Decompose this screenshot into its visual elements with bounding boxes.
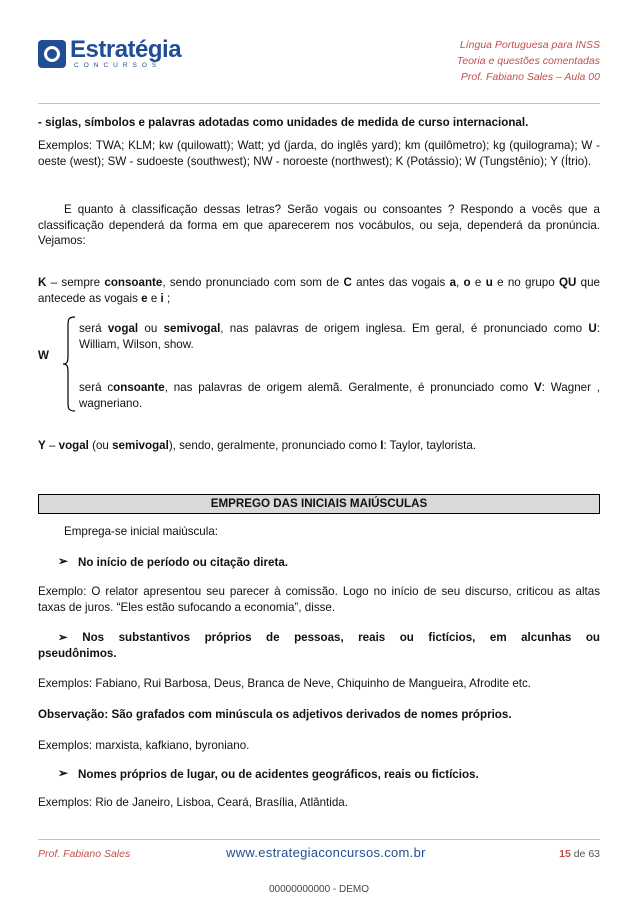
- header-professor: Prof. Fabiano Sales – Aula 00: [460, 71, 600, 83]
- header-divider: [38, 103, 600, 104]
- exemplos-lugares: Exemplos: Rio de Janeiro, Lisboa, Ceará, Brasília, Atlântida.: [38, 796, 348, 809]
- w-text: : William, Wilson, show.: [79, 322, 600, 351]
- brand-logo: [38, 36, 182, 72]
- siglas-line: - siglas, símbolos e palavras adotadas como unidades de medida de curso internacional.: [38, 116, 529, 129]
- w-bold: V: [534, 381, 542, 394]
- y-label: Y: [38, 439, 46, 452]
- w-text: será: [79, 322, 108, 335]
- question-paragraph: E quanto à classificação dessas letras? Serão vogais ou consoantes ? Respondo a vocês que a classificação dependerá da forma em que aparecerem nos vocábulos, ou seja, dependerá da pronúncia. Vejamos:: [38, 203, 600, 247]
- w-text: ou: [138, 322, 164, 335]
- y-text: ), sendo, geralmente, pronunciado como: [168, 439, 381, 452]
- w-text: : Wagner , wagneriano.: [79, 381, 600, 410]
- k-bold: QU: [558, 276, 577, 289]
- section-title: EMPREGO DAS INICIAIS MAIÚSCULAS: [38, 494, 600, 514]
- w-text: , nas palavras de origem alemã. Geralmente, é pronunciado como: [164, 381, 535, 394]
- exemplo-relator: Exemplo: O relator apresentou seu parecer à comissão. Logo no início de seu discurso, criticou as altas taxas de juros. “Eles estão sufocando a economia”, disse.: [38, 585, 600, 614]
- y-text: –: [45, 439, 59, 452]
- k-text: que antecede as vogais: [38, 276, 600, 305]
- exemplos-nomes: Exemplos: Fabiano, Rui Barbosa, Deus, Branca de Neve, Chiquinho de Mangueira, Afrodite etc.: [38, 677, 532, 690]
- logo-subtitle: CONCURSOS: [74, 62, 162, 69]
- y-bold: semivogal: [112, 439, 169, 452]
- w-vowel-paragraph: [79, 321, 600, 352]
- arrow-bullet-icon: ➢: [58, 766, 69, 780]
- curly-brace: [62, 316, 76, 412]
- bullet-lugares: Nomes próprios de lugar, ou de acidentes geográficos, reais ou fictícios.: [78, 768, 479, 781]
- k-text: – sempre: [46, 276, 105, 289]
- k-bold: i: [160, 291, 164, 305]
- exemplos-adjetivos: Exemplos: marxista, kafkiano, byroniano.: [38, 739, 250, 752]
- logo-name: Estratégia: [70, 36, 182, 63]
- w-bold: vogal: [107, 322, 139, 335]
- examples-units: Exemplos: TWA; KLM; kw (quilowatt); Watt; yd (jarda, do inglês yard); km (quilômetro); kg (quilograma); W - oeste (west); SW - sudoeste (southwest); NW - noroeste (northwest); K (Potássio); W (Tungstênio); Y (Ítrio).: [38, 139, 600, 168]
- k-bold: o: [463, 276, 471, 289]
- header-course: Língua Portuguesa para INSS: [459, 39, 600, 51]
- bullet-periodo: No início de período ou citação direta.: [78, 556, 289, 569]
- footer-divider: [38, 839, 600, 840]
- k-bold: u: [485, 276, 493, 289]
- k-paragraph: [38, 275, 600, 306]
- arrow-bullet-icon: ➢: [58, 554, 69, 568]
- bullet-substantivos: [38, 630, 600, 661]
- k-text: e: [470, 276, 486, 289]
- w-bold: U: [588, 322, 597, 335]
- emprega-line: Emprega-se inicial maiúscula:: [64, 525, 219, 538]
- page-indicator: [559, 848, 600, 860]
- k-bold: e: [141, 291, 148, 305]
- footer-author: Prof. Fabiano Sales: [38, 848, 131, 860]
- y-text: : Taylor, taylorista.: [383, 439, 477, 452]
- y-bold: vogal: [58, 439, 89, 452]
- w-consonant-paragraph: [79, 380, 600, 411]
- k-bold: C: [343, 276, 352, 289]
- k-text: e: [147, 291, 161, 305]
- w-label: W: [38, 349, 49, 362]
- arrow-bullet-icon: ➢: [58, 631, 68, 644]
- footer-url[interactable]: www.estrategiaconcursos.com.br: [226, 845, 426, 860]
- k-text: e no grupo: [492, 276, 559, 289]
- k-bold: a: [449, 276, 457, 289]
- y-paragraph: [38, 438, 600, 454]
- bullet-substantivos-text: Nos substantivos próprios de pessoas, reais ou fictícios, em alcunhas ou pseudônimos.: [38, 631, 600, 660]
- k-text: ;: [163, 291, 171, 305]
- k-label: K: [38, 276, 47, 289]
- k-text: antes das vogais: [351, 276, 450, 289]
- demo-watermark: 00000000000 - DEMO: [268, 884, 370, 895]
- y-bold: I: [380, 439, 384, 452]
- w-text: , nas palavras de origem inglesa. Em geral, é pronunciado como: [220, 322, 589, 335]
- k-text: ,: [456, 276, 464, 289]
- page-number: 15: [559, 848, 571, 860]
- y-text: (ou: [88, 439, 113, 452]
- w-text: será c: [79, 381, 114, 394]
- observacao: Observação: São grafados com minúscula os adjetivos derivados de nomes próprios.: [38, 708, 512, 721]
- w-bold: onsoante: [113, 381, 165, 394]
- k-bold: consoante: [104, 276, 163, 289]
- page-total: de 63: [573, 848, 600, 860]
- logo-owl-icon: [38, 40, 66, 68]
- w-bold: semivogal: [163, 322, 221, 335]
- k-text: , sendo pronunciado com som de: [162, 276, 344, 289]
- header-subtitle: Teoria e questões comentadas: [456, 55, 600, 67]
